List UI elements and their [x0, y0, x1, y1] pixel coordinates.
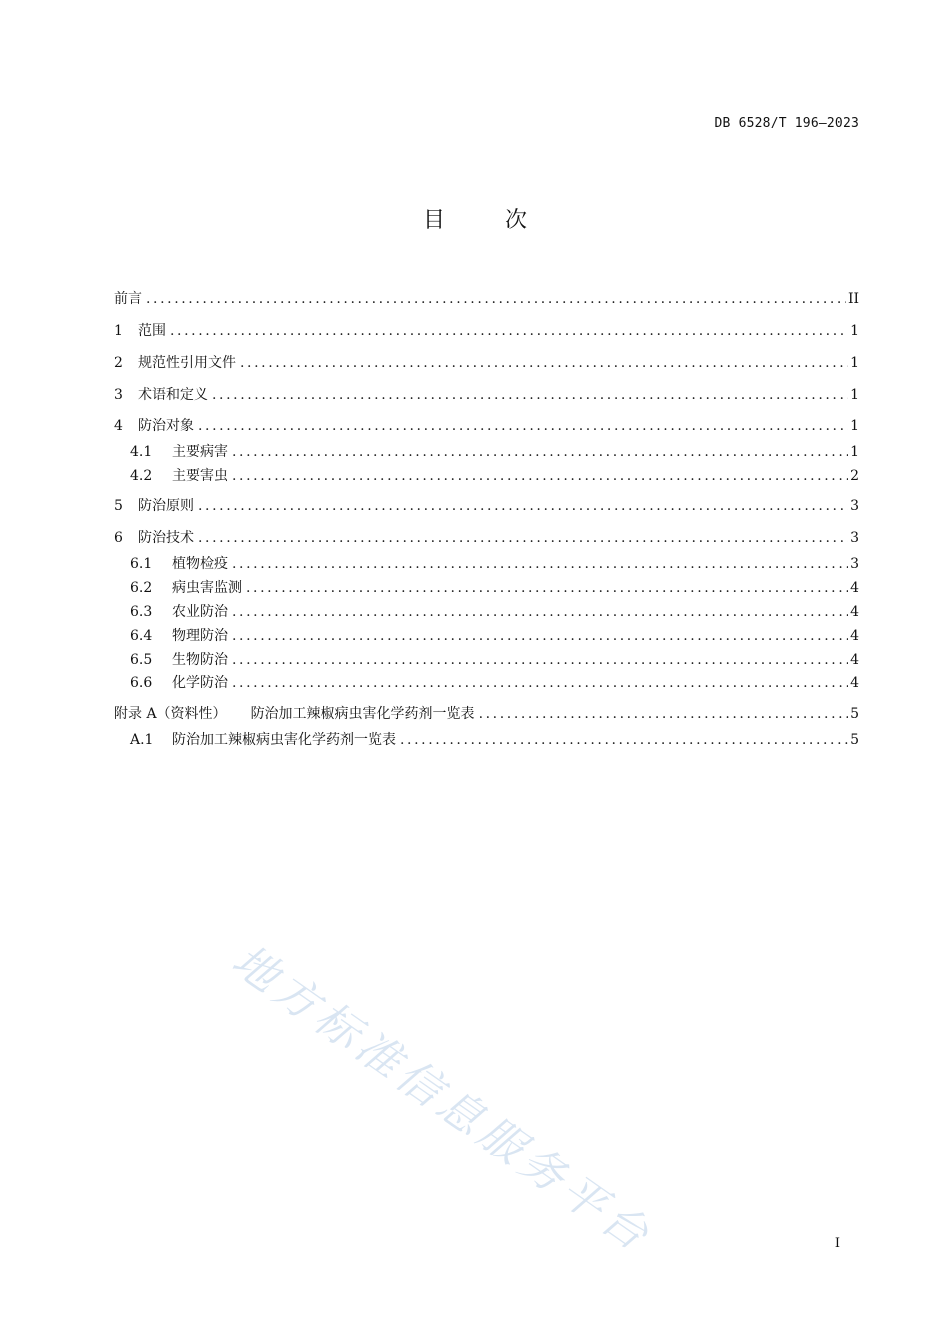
toc-entry-label: 防治技术	[138, 530, 194, 546]
toc-entry-page: II	[847, 291, 859, 307]
toc-leader-dots	[232, 442, 848, 462]
toc-entry-label: 主要害虫	[172, 468, 228, 484]
toc-entry-6-5[interactable]	[114, 650, 859, 670]
toc-leader-dots	[170, 321, 848, 341]
toc-leader-dots	[400, 730, 848, 750]
toc-entry-number: 6.1	[130, 556, 153, 572]
toc-entry-label: 植物检疫	[172, 556, 228, 572]
toc-entry-number: 6.4	[130, 628, 153, 644]
toc-leader-dots	[232, 673, 848, 693]
toc-entry-page: 2	[850, 468, 859, 484]
toc-leader-dots	[246, 578, 848, 598]
toc-entry-foreword[interactable]	[114, 289, 859, 309]
toc-entry-number: 6	[114, 530, 123, 546]
toc-entry-number: 3	[114, 387, 123, 403]
toc-title-left: 目	[422, 208, 445, 233]
toc-entry-6[interactable]	[114, 528, 859, 548]
toc-entry-3[interactable]	[114, 385, 859, 405]
toc-leader-dots	[198, 416, 848, 436]
toc-entry-number: 5	[114, 498, 123, 514]
toc-entry-page: 3	[850, 556, 859, 572]
toc-entry-1[interactable]	[114, 321, 859, 341]
document-id: DB 6528/T 196—2023	[714, 116, 859, 131]
toc-entry-4-1[interactable]	[114, 442, 859, 462]
toc-entry-page: 1	[850, 355, 859, 371]
watermark: 地方标准信息服务平台	[222, 934, 662, 1264]
toc-entry-page: 4	[850, 652, 859, 668]
toc-entry-number: 6.6	[130, 675, 153, 691]
toc-entry-page: 1	[850, 444, 859, 460]
toc-entry-label: 病虫害监测	[172, 580, 242, 596]
toc-entry-page: 5	[850, 732, 859, 748]
toc-entry-4-2[interactable]	[114, 466, 859, 486]
toc-entry-page: 1	[850, 323, 859, 339]
toc-entry-page: 1	[850, 387, 859, 403]
toc-entry-6-4[interactable]	[114, 626, 859, 646]
toc-entry-page: 3	[850, 530, 859, 546]
toc-entry-number: 6.3	[130, 604, 153, 620]
toc-entry-6-2[interactable]	[114, 578, 859, 598]
toc-entry-label: 前言	[114, 291, 142, 307]
toc-entry-4[interactable]	[114, 416, 859, 436]
toc-leader-dots	[232, 626, 848, 646]
toc-leader-dots	[232, 650, 848, 670]
toc-entry-page: 4	[850, 580, 859, 596]
toc-entry-label: 防治加工辣椒病虫害化学药剂一览表	[172, 732, 396, 748]
toc-entry-number: 4	[114, 418, 123, 434]
toc-entry-page: 1	[850, 418, 859, 434]
toc-leader-dots	[232, 602, 848, 622]
toc-entry-number: A.1	[130, 732, 154, 748]
toc-leader-dots	[479, 704, 849, 724]
toc-entry-label: 防治对象	[138, 418, 194, 434]
toc-entry-label: 化学防治	[172, 675, 228, 691]
toc-entry-label: 防治加工辣椒病虫害化学药剂一览表	[250, 706, 475, 722]
toc-entry-page: 3	[850, 498, 859, 514]
toc-leader-dots	[198, 496, 848, 516]
toc-entry-number: 4.2	[130, 468, 153, 484]
toc-entry-5[interactable]	[114, 496, 859, 516]
toc-entry-appendix-a[interactable]	[114, 704, 859, 724]
toc-entry-label: 农业防治	[172, 604, 228, 620]
toc-entry-number: 附录 A（资料性）	[114, 706, 227, 722]
toc-entry-number: 6.2	[130, 580, 153, 596]
toc-entry-number: 4.1	[130, 444, 153, 460]
footer-page-number: I	[834, 1236, 840, 1251]
toc-entry-page: 5	[850, 706, 859, 722]
toc-entry-label: 主要病害	[172, 444, 228, 460]
toc-entry-number: 1	[114, 323, 123, 339]
toc-entry-a-1[interactable]	[114, 730, 859, 750]
toc-entry-label: 物理防治	[172, 628, 228, 644]
toc-entry-label: 防治原则	[138, 498, 194, 514]
toc-entry-label: 范围	[138, 323, 166, 339]
toc-entry-page: 4	[850, 604, 859, 620]
toc-leader-dots	[232, 466, 848, 486]
toc-entry-label: 规范性引用文件	[138, 355, 236, 371]
toc-leader-dots	[198, 528, 848, 548]
toc-entry-6-3[interactable]	[114, 602, 859, 622]
toc-title-right: 次	[505, 208, 528, 233]
toc-entry-page: 4	[850, 628, 859, 644]
toc-title	[0, 203, 950, 234]
toc-leader-dots	[240, 353, 848, 373]
toc-entry-number: 6.5	[130, 652, 153, 668]
toc-entry-2[interactable]	[114, 353, 859, 373]
toc-entry-page: 4	[850, 675, 859, 691]
toc-leader-dots	[232, 554, 848, 574]
toc-entry-label: 术语和定义	[138, 387, 208, 403]
toc-leader-dots	[146, 289, 846, 309]
toc-entry-6-1[interactable]	[114, 554, 859, 574]
toc-entry-label: 生物防治	[172, 652, 228, 668]
toc-entry-number: 2	[114, 355, 123, 371]
toc-entry-6-6[interactable]	[114, 673, 859, 693]
toc-leader-dots	[212, 385, 848, 405]
